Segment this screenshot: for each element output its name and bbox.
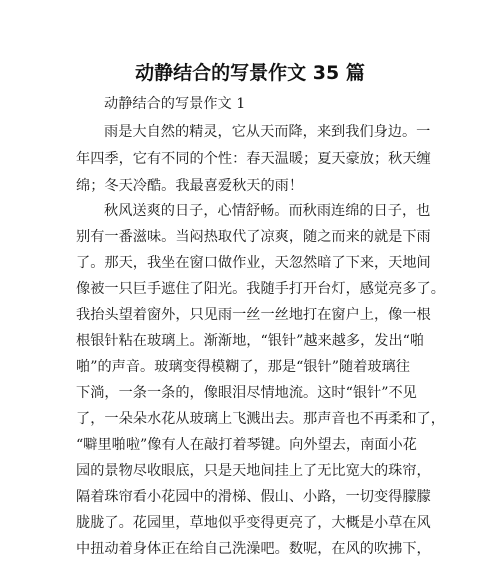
text-line: 下淌，一条一条的，像眼泪尽情地流。这时“银针”不见 (76, 385, 417, 401)
document-title: 动静结合的写景作文 35 篇 (135, 62, 365, 84)
text-line: 根银针粘在玻璃上。渐渐地，“银针”越来越多，发出“啪 (76, 333, 425, 349)
text-line: 了，一朵朵水花从玻璃上飞溅出去。那声音也不再柔和了， (76, 411, 445, 427)
text-line: “噼里啪啦”像有人在敲打着琴键。向外望去，南面小花 (76, 437, 417, 453)
text-line: 胧胧了。花园里，草地似乎变得更亮了，大概是小草在风 (76, 515, 431, 531)
text-line: 啪”的声音。玻璃变得模糊了，那是“银针”随着玻璃往 (76, 359, 410, 375)
essay-subtitle: 动静结合的写景作文 1 (104, 96, 246, 112)
text-line: 了。那天，我坐在窗口做作业，天忽然暗了下来，天地间 (76, 255, 431, 271)
text-line: 雨是大自然的精灵，它从天而降，来到我们身边。一 (104, 124, 431, 140)
text-line: 秋风送爽的日子，心情舒畅。而秋雨连绵的日子，也 (104, 203, 431, 219)
text-line: 绵；冬天冷酷。我最喜爱秋天的雨！ (76, 178, 304, 194)
text-line: 别有一番滋味。当闷热取代了凉爽，随之而来的就是下雨 (76, 229, 431, 245)
text-line: 像被一只巨手遮住了阳光。我随手打开台灯，感觉亮多了。 (76, 281, 445, 297)
text-line: 中扭动着身体正在给自己洗澡吧。数呢，在风的吹拂下， (76, 541, 431, 557)
text-line: 园的景物尽收眼底，只是天地间挂上了无比宽大的珠帘， (76, 463, 431, 479)
text-line: 年四季，它有不同的个性：春天温暖；夏天豪放；秋天缠 (76, 151, 431, 167)
text-line: 隔着珠帘看小花园中的滑梯、假山、小路，一切变得朦朦 (76, 489, 431, 505)
text-line: 我抬头望着窗外，只见雨一丝一丝地打在窗户上，像一根 (76, 307, 431, 323)
